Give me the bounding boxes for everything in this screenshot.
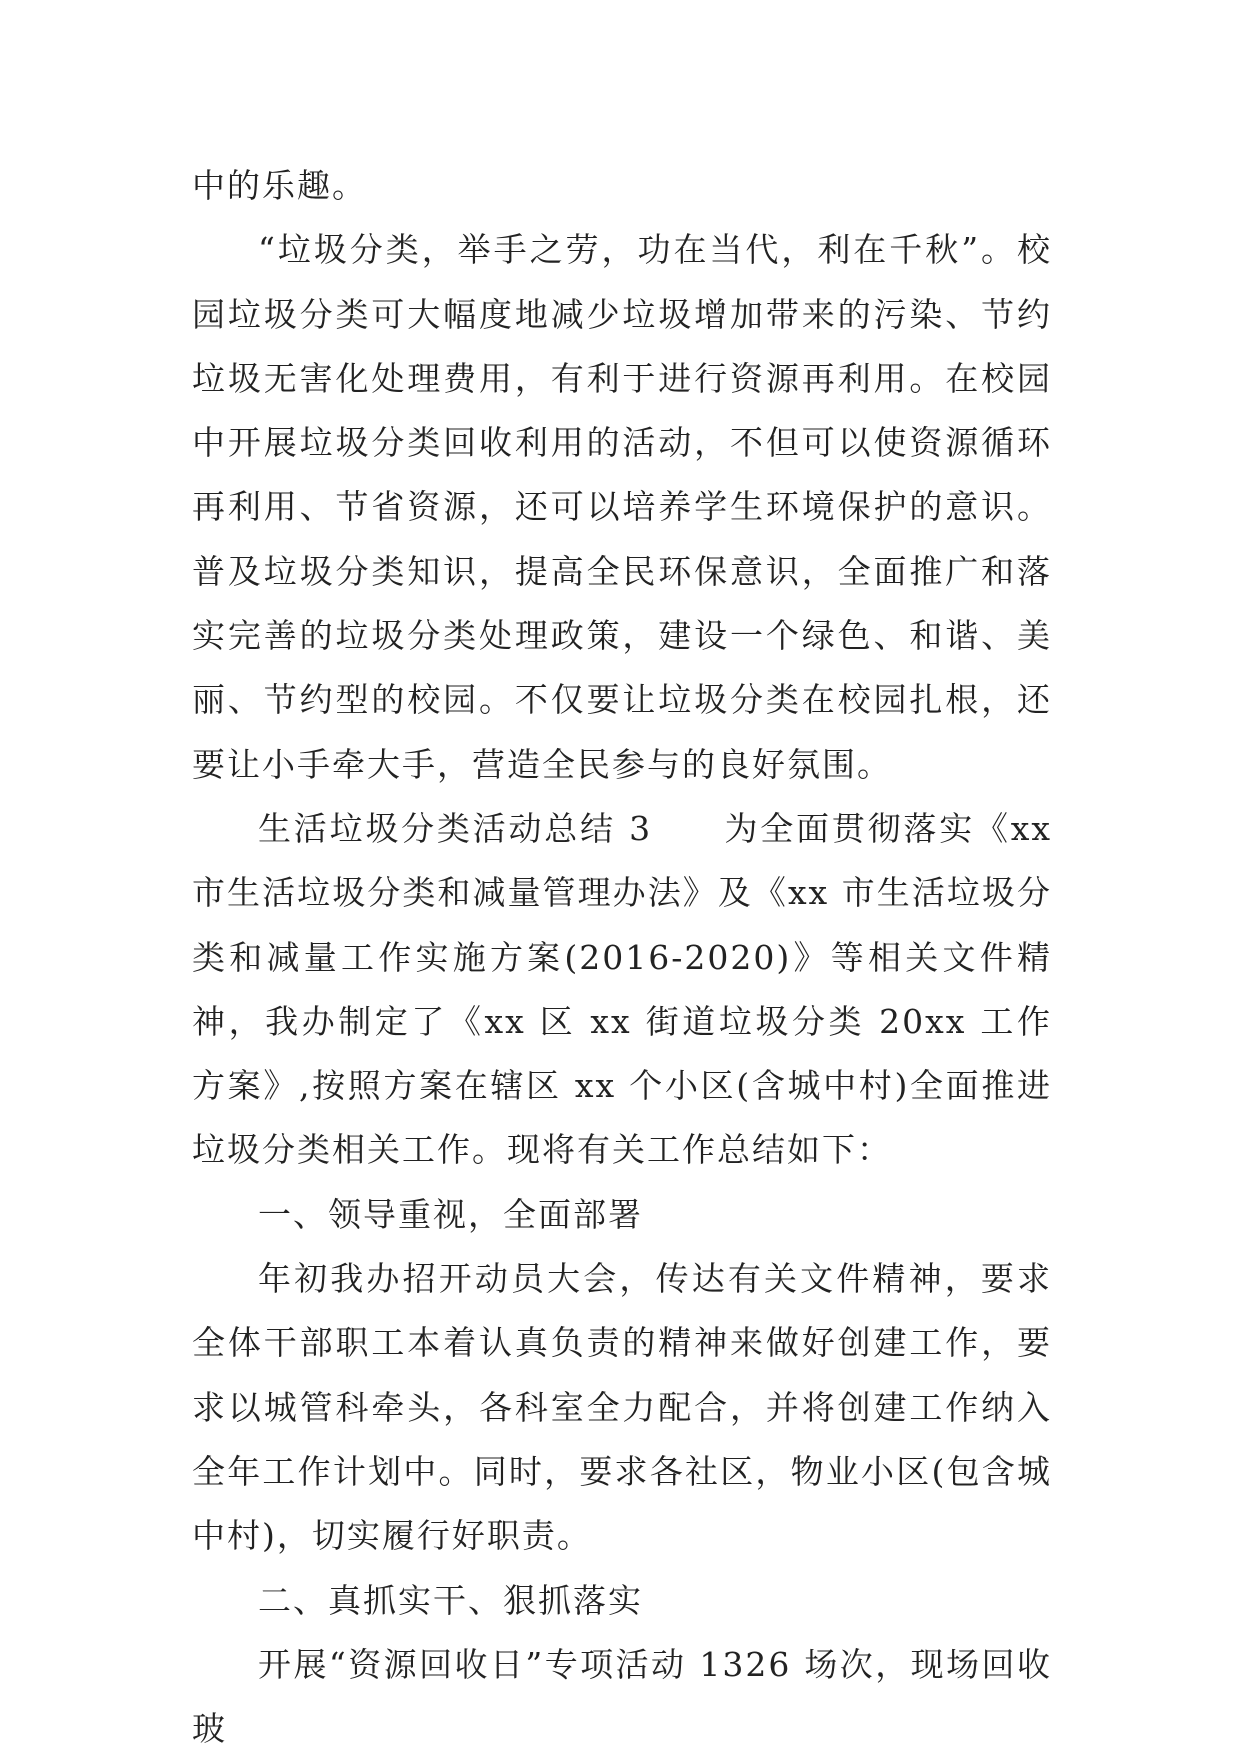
- paragraph-summary-3-intro: 生活垃圾分类活动总结 3 为全面贯彻落实《xx 市生活垃圾分类和减量管理办法》及《xx 市生活垃圾分类和减量工作实施方案(2016-2020)》等相关文件精神，我办制定了《xx 区 xx 街道垃圾分类 20xx 工作方案》,按照方案在辖区 xx 个小区(含城中村)全面推进垃圾分类相关工作。现将有关工作总结如下：: [192, 808, 1065, 1170]
- paragraph-leadership: 年初我办招开动员大会，传达有关文件精神，要求全体干部职工本着认真负责的精神来做好创建工作，要求以城管科牵头，各科室全力配合，并将创建工作纳入全年工作计划中。同时，要求各社区，物业小区(包含城中村)，切实履行好职责。: [192, 1259, 1052, 1556]
- paragraph-recycling-day: 开展“资源回收日”专项活动 1326 场次，现场回收玻: [192, 1644, 1052, 1749]
- section-heading-2: 二、真抓实干、狠抓落实: [258, 1580, 643, 1620]
- paragraph-campus-sorting: “垃圾分类，举手之劳，功在当代，利在千秋”。校园垃圾分类可大幅度地减少垃圾增加带来的污染、节约垃圾无害化处理费用，有利于进行资源再利用。在校园中开展垃圾分类回收利用的活动，不但可以使资源循环再利用、节省资源，还可以培养学生环境保护的意识。普及垃圾分类知识，提高全民环保意识，全面推广和落实完善的垃圾分类处理政策，建设一个绿色、和谐、美丽、节约型的校园。不仅要让垃圾分类在校园扎根，还要让小手牵大手，营造全民参与的良好氛围。: [192, 230, 1052, 784]
- document-body: [192, 154, 1065, 1761]
- section-heading-1: 一、领导重视，全面部署: [258, 1194, 643, 1234]
- paragraph-continuation: 中的乐趣。: [192, 166, 367, 205]
